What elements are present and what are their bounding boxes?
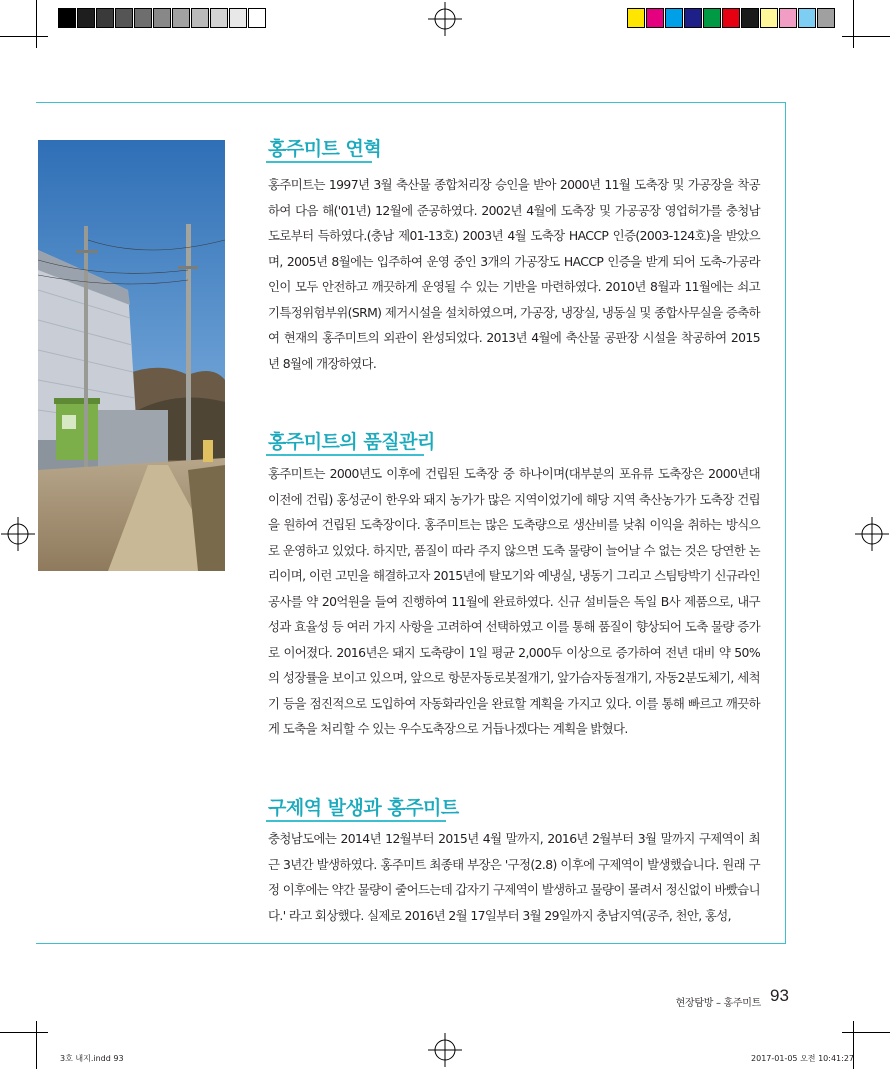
facility-photo	[38, 140, 225, 571]
color-swatch	[779, 8, 797, 28]
crop-mark	[0, 1032, 48, 1033]
heading-underline	[266, 454, 424, 456]
color-swatch	[115, 8, 133, 28]
color-swatch	[172, 8, 190, 28]
crop-mark	[36, 1021, 37, 1069]
color-swatch	[817, 8, 835, 28]
heading-underline	[266, 820, 446, 822]
slug-timestamp: 2017-01-05 오전 10:41:27	[751, 1054, 854, 1063]
color-swatch	[229, 8, 247, 28]
color-swatch	[760, 8, 778, 28]
crop-mark	[0, 36, 48, 37]
registration-mark-icon	[855, 517, 889, 551]
registration-mark-icon	[1, 517, 35, 551]
color-swatch	[58, 8, 76, 28]
section-heading: 홍주미트 연혁	[268, 138, 382, 160]
color-swatch	[210, 8, 228, 28]
process-color-bar	[627, 8, 836, 28]
color-swatch	[248, 8, 266, 28]
crop-mark	[842, 36, 890, 37]
color-swatch	[96, 8, 114, 28]
paragraph: 홍주미트는 2000년도 이후에 건립된 도축장 중 하나이며(대부분의 포유류 도축장은 2000년대 이전에 건립) 홍성군이 한우와 돼지 농가가 많은 지역이었기에 해당 지역 축산농가가 도축장 건립을 원하여 건립된 도축장이다. 홍주미트는 많은 도축량으로 생산비를 낮춰 이익을 취하는 방식으로 운영하고 있었다. 하지만, 품질이 따라 주지 않으면 도축 물량이 늘어날 수 없는 것은 당연한 논리이며, 이런 고민을 해결하고자 2015년에 탈모기와 예냉실, 냉동기 그리고 스팀탕박기 신규라인 공사를 약 20억원을 들여 진행하여 11월에 완료하였다. 신규 설비들은 독일 B사 제품으로, 내구성과 효율성 등 여러 가지 사항을 고려하여 선택하였고 이를 통해 품질이 향상되어 도축 물량 증가로 이어졌다. 2016년은 돼지 도축량이 1일 평균 2,000두 이상으로 증가하여 전년 대비 약 50%의 성장률을 보이고 있으며, 앞으로 항문자동로봇절개기, 앞가슴자동절개기, 자동2분도체기, 세척기 등을 점진적으로 도입하여 자동화라인을 완료할 계획을 가지고 있다. 이를 통해 빠르고 깨끗하게 도축을 처리할 수 있는 우수도축장으로 거듭나겠다는 계획을 밝혔다.	[268, 466, 760, 736]
color-swatch	[741, 8, 759, 28]
section-heading: 홍주미트의 품질관리	[268, 431, 435, 453]
paragraph: 홍주미트는 1997년 3월 축산물 종합처리장 승인을 받아 2000년 11월 도축장 및 가공장을 착공하여 다음 해('01년) 12월에 준공하였다. 2002년 4월에 도축장 및 가공공장 영업허가를 충청남도로부터 득하였다.(충남 제01-13호) 2003년 4월 도축장 HACCP 인증(2003-124호)을 받았으며, 2005년 8월에는 입주하여 운영 중인 3개의 가공장도 HACCP 인증을 받게 되어 도축-가공라인이 모두 안전하고 깨끗하게 운영될 수 있는 기반을 마련하였다. 2010년 8월과 11월에는 쇠고기특정위험부위(SRM) 제거시설을 설치하였으며, 가공장, 냉장실, 냉동실 및 종합사무실을 증축하여 현재의 홍주미트의 외관이 완성되었다. 2013년 4월에 축산물 공판장 시설을 착공하여 2015년 8월에 개장하였다.	[268, 177, 760, 371]
color-swatch	[191, 8, 209, 28]
color-swatch	[134, 8, 152, 28]
color-swatch	[665, 8, 683, 28]
crop-mark	[853, 0, 854, 48]
color-swatch	[646, 8, 664, 28]
paragraph: 충청남도에는 2014년 12월부터 2015년 4월 말까지, 2016년 2월부터 3월 말까지 구제역이 최근 3년간 발생하였다. 홍주미트 최종태 부장은 '구정(2.8) 이후에 구제역이 발생했습니다. 원래 구정 이후에는 약간 물량이 줄어드는데 갑자기 구제역이 발생하고 물량이 몰려서 정신없이 바빴습니다.' 라고 회상했다. 실제로 2016년 2월 17일부터 3월 29일까지 충남지역(공주, 천안, 홍성,	[268, 831, 760, 923]
color-swatch	[627, 8, 645, 28]
color-swatch	[798, 8, 816, 28]
color-swatch	[722, 8, 740, 28]
heading-underline	[266, 161, 372, 163]
registration-mark-icon	[428, 1033, 462, 1067]
slug-filename: 3호 내지.indd 93	[60, 1054, 124, 1063]
color-swatch	[153, 8, 171, 28]
section-heading: 구제역 발생과 홍주미트	[268, 797, 459, 819]
registration-mark-icon	[428, 2, 462, 36]
color-swatch	[77, 8, 95, 28]
footer-section-label: 현장탐방 – 홍주미트	[675, 998, 761, 1009]
color-swatch	[684, 8, 702, 28]
crop-mark	[842, 1032, 890, 1033]
page-number: 93	[770, 986, 789, 1005]
crop-mark	[36, 0, 37, 48]
grayscale-color-bar	[58, 8, 267, 28]
color-swatch	[703, 8, 721, 28]
